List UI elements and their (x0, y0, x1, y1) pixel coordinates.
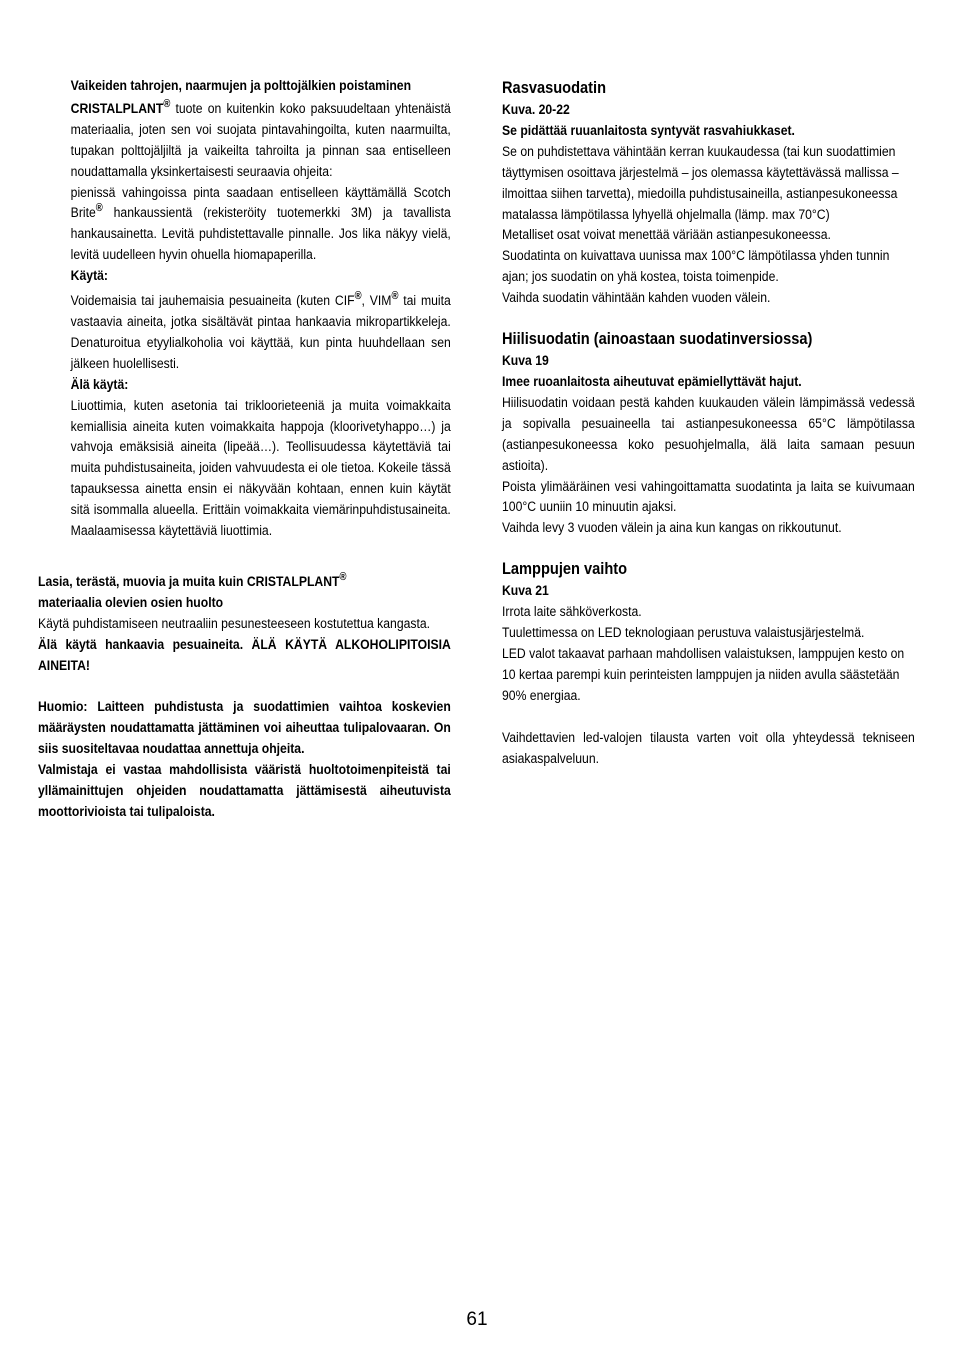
use-label: Käytä: (70, 268, 108, 285)
carbon-filter-drying: Poista ylimääräinen vesi vahingoittamatta suodatinta ja laita se kuivumaan 100°C uuniin 10 minuutin ajaksi. (502, 478, 915, 516)
carbon-filter-replace: Vaihda levy 3 vuoden välein ja aina kun kangas on rikkoutunut. (502, 520, 842, 537)
stain-removal-section (38, 76, 451, 542)
fire-hazard-note: Huomio: Laitteen puhdistusta ja suodattimien vaihtoa koskevien määräysten noudattamatta jättäminen voi aiheuttaa tulipalovaaran. On siis suositeltavaa noudattaa annettuja ohjeita. (38, 699, 451, 758)
grease-filter-section (502, 76, 915, 309)
grease-filter-cleaning: Se on puhdistettava vähintään kerran kuukaudessa (tai kun suodattimien täyttymisen osoittava järjestelmä – jos olemassa käytettävässä mallissa – ilmoittaa siihen tarvetta), miedoilla puhdistusaineilla, astianpesukoneessa matalassa lämpötilassa lyhyellä ohjelmalla (lämp. max 70°C) (502, 143, 899, 223)
other-materials-section (38, 572, 451, 677)
dont-use-label: Älä käytä: (70, 376, 129, 393)
registered-mark: ® (339, 570, 347, 583)
page-number: 61 (466, 1309, 488, 1330)
abrasive-warning: Älä käytä hankaavia pesuaineita. ÄLÄ KÄYTÄ ALKOHOLIPITOISIA AINEITA! (38, 636, 451, 674)
registered-mark: ® (391, 290, 399, 303)
other-materials-title: Lasia, terästä, muovia ja muita kuin CRISTALPLANT® materiaalia olevien osien huolto (38, 570, 347, 611)
grease-filter-lead: Se pidättää ruuanlaitosta syntyvät rasvahiukkaset. (502, 122, 795, 139)
grease-filter-heading: Rasvasuodatin (502, 78, 607, 97)
carbon-filter-figure-ref: Kuva 19 (502, 353, 549, 370)
grease-filter-figure-ref: Kuva. 20-22 (502, 102, 570, 118)
lamp-disconnect: Irrota laite sähköverkosta. (502, 604, 642, 621)
carbon-filter-heading: Hiilisuodatin (ainoastaan suodatinversiossa) (502, 329, 813, 349)
right-column (502, 76, 915, 769)
dont-use-paragraph: Liuottimia, kuten asetonia tai trikloorieteeniä ja muita voimakkaita kemiallisia aineita kuten voimakkaita happoja (kloorivetyhappo…) ja vahvoja emäksisiä aineita (lipeää…). Teollisuudessa käytettäviä tai muita puhdistusaineita, joiden vahvuudesta ei ole tietoa. Kokeile tässä tapauksessa ainetta ensin ei näkyvään kohtaan, ennen kuin käytät sitä isommalla alueella. Erittäin voimakkaita viemärinpuhdistusaineita. Maalaamisessa käytettäviä liuottimia. (70, 397, 451, 540)
brand-name: CRISTALPLANT (70, 100, 164, 117)
lamp-led-system: Tuulettimessa on LED teknologiaan perustuva valaistusjärjestelmä. (502, 625, 865, 642)
grease-filter-replace: Vaihda suodatin vähintään kahden vuoden välein. (502, 290, 771, 307)
lamp-led-benefits: LED valot takaavat parhaan mahdollisen valaistuksen, lamppujen kesto on 10 kertaa parempi kuin perinteisten lamppujen ja niiden avulla säästetään 90% energiaa. (502, 645, 905, 704)
grease-filter-drying: Suodatinta on kuivattava uunissa max 100°C lämpötilassa yhden tunnin ajan; jos suodatin on yhä kostea, toista toimenpide. (502, 248, 890, 286)
stain-removal-title: Vaikeiden tahrojen, naarmujen ja polttojälkien poistaminen (70, 78, 412, 94)
registered-mark: ® (354, 290, 362, 303)
grease-filter-metal-note: Metalliset osat voivat menettää väriään astianpesukoneessa. (502, 227, 831, 244)
other-materials-text: Käytä puhdistamiseen neutraaliin pesunesteeseen kostutettua kangasta. (38, 615, 431, 632)
lamp-order-contact: Vaihdettavien led-valojen tilausta varten voit olla yhteydessä tekniseen asiakaspalveluun. (502, 729, 915, 767)
safety-note-section (38, 697, 451, 822)
carbon-filter-washing: Hiilisuodatin voidaan pestä kahden kuukauden välein lämpimässä vedessä ja sopivalla pesuaineella tai astianpesukoneessa 65°C lämpötilassa (astianpesukoneessa koko pesuohjelmalla, älä laita samaan pesuun astioita). (502, 394, 915, 474)
use-paragraph: Voidemaisia tai jauhemaisia pesuaineita (kuten CIF®, VIM® tai muita vastaavia aineita, jotka sisältävät pintaa hankaavia mikropartikkeleja. Denaturoitua etyylialkoholia voi käyttää, kun pinta huuhdellaan sen jälkeen huolellisesti. (70, 290, 451, 372)
stain-removal-intro: CRISTALPLANT® tuote on kuitenkin koko paksuudeltaan yhtenäistä materiaalia, joten sen voi suojata pintavahingoilta, kuten naarmuilta, tupakan polttojäljiltä ja vaikeilta tahroilta ja pinnan saa entiselleen noudattamalla yksinkertaisesti seuraavia ohjeita: (70, 97, 451, 180)
left-column (38, 76, 451, 823)
registered-mark: ® (95, 202, 103, 215)
small-damage-paragraph: pienissä vahingoissa pinta saadaan entiselleen käyttämällä Scotch Brite® hankaussientä (rekisteröity tuotemerkki 3M) ja tavallista hankausainetta. Levitä puhdistettavalle pinnalle. Jos lika näkyy vielä, levitä uudelleen hyvin ohuella hiomapaperilla. (70, 184, 451, 264)
lamp-replacement-section (502, 557, 915, 769)
lamp-replacement-figure-ref: Kuva 21 (502, 583, 549, 600)
registered-mark: ® (163, 97, 171, 110)
carbon-filter-lead: Imee ruoanlaitosta aiheutuvat epämiellyttävät hajut. (502, 373, 802, 390)
carbon-filter-section (502, 327, 915, 539)
manufacturer-disclaimer: Valmistaja ei vastaa mahdollisista vääristä huoltotoimenpiteistä tai yllämainittujen ohjeiden noudattamatta jättämisestä aiheutuvista moottorivioista tai tulipaloista. (38, 762, 451, 820)
lamp-replacement-heading: Lamppujen vaihto (502, 559, 628, 579)
